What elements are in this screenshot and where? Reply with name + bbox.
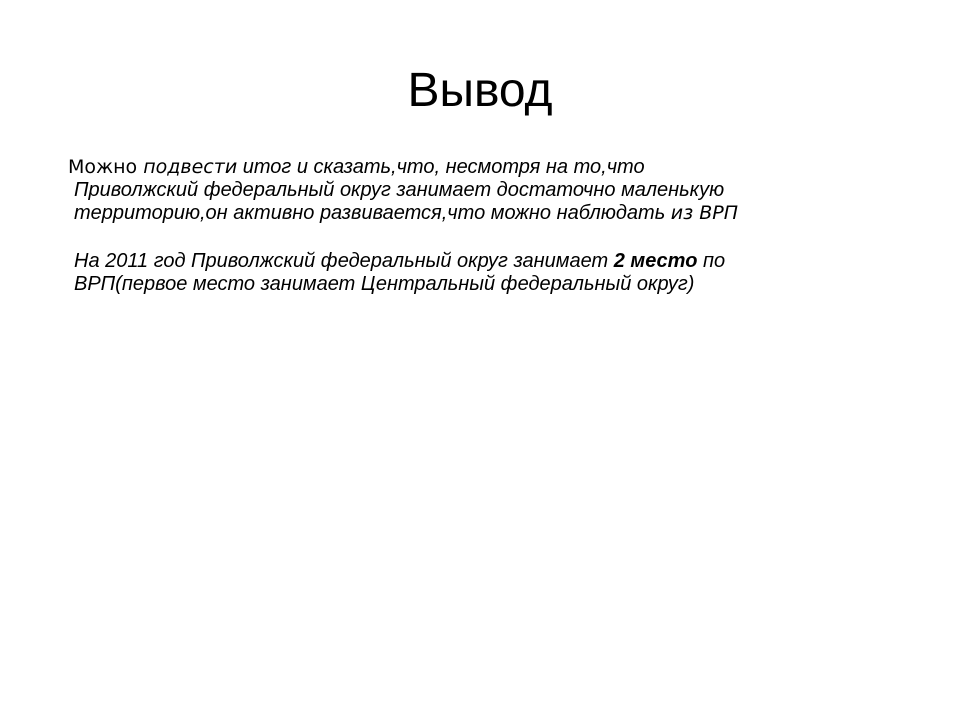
conclusion-paragraph	[68, 156, 928, 225]
text-run: подвести	[143, 156, 238, 178]
text-run: по	[697, 250, 726, 272]
text-run: Можно	[68, 156, 144, 178]
conclusion-line-3	[68, 202, 928, 225]
rank-highlight: 2 место	[613, 250, 698, 272]
text-run: итог и сказать,что, несмотря на то,что	[237, 156, 645, 178]
text-run: территорию,он активно развивается,что можно наблюдать	[74, 202, 671, 224]
slide-body	[68, 156, 928, 296]
ranking-paragraph	[68, 250, 928, 296]
slide-title: Вывод	[407, 64, 553, 117]
text-run: На 2011 год Приволжский федеральный округ занимает	[74, 250, 614, 272]
ranking-line-2: ВРП(первое место занимает Центральный федеральный округ)	[74, 273, 695, 295]
conclusion-line-2: Приволжский федеральный округ занимает достаточно маленькую	[74, 179, 725, 201]
conclusion-line-1	[68, 156, 928, 179]
text-run: из ВРП	[670, 202, 739, 224]
ranking-line-1	[74, 250, 928, 273]
